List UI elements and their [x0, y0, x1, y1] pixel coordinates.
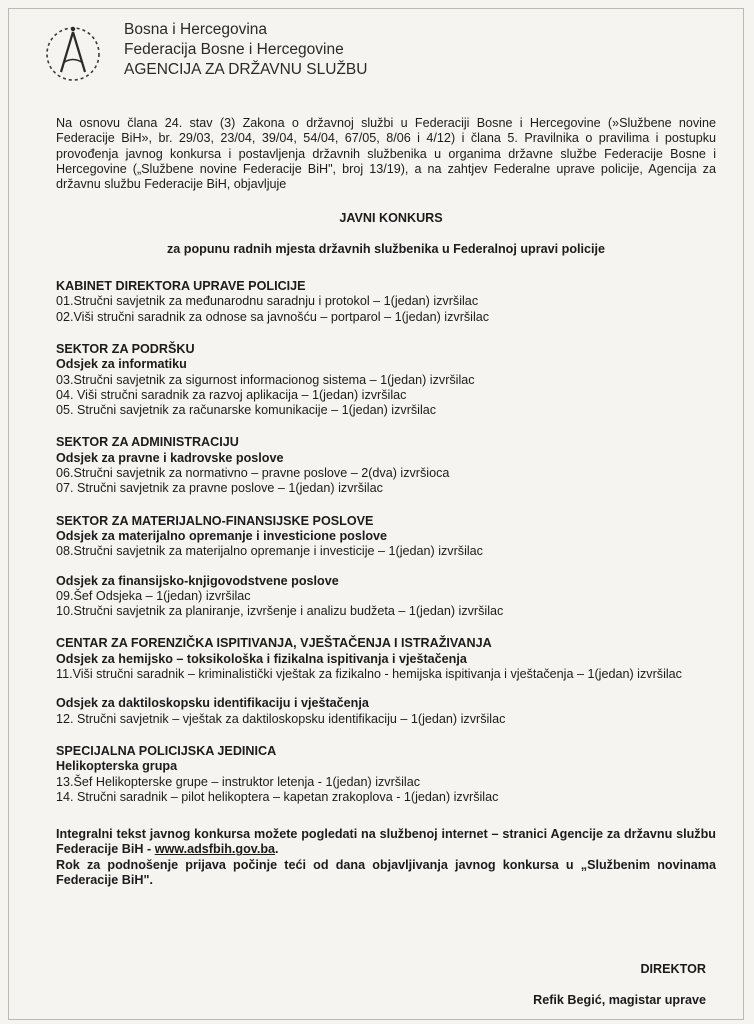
position-item: 03.Stručni savjetnik za sigurnost informacionog sistema – 1(jedan) izvršilac — [56, 372, 475, 387]
subsection-heading: Odsjek za pravne i kadrovske poslove — [56, 450, 284, 465]
document-title: JAVNI KONKURS — [339, 211, 443, 226]
subsection-heading: Odsjek za finansijsko-knjigovodstvene poslove — [56, 573, 339, 588]
agency-website-link[interactable]: www.adsfbih.gov.ba — [154, 842, 276, 857]
section-administracija — [56, 435, 716, 496]
section-specijalna-jedinica — [56, 744, 716, 805]
subsection-heading: Odsjek za informatiku — [56, 357, 187, 372]
closing-text: Integralni tekst javnog konkursa možete pogledati na službenoj internet – stranici Agencije za državnu službu Federacije BiH - — [56, 827, 716, 857]
section-heading: SEKTOR ZA MATERIJALNO-FINANSIJSKE POSLOVE — [56, 513, 374, 528]
header-country: Bosna i Hercegovina — [124, 21, 268, 38]
agency-name-block — [124, 20, 367, 80]
position-item: 11.Viši stručni saradnik – kriminalistički vještak za fizikalno - hemijska ispitivanja i vještačenja – 1(jedan) izvršilac — [56, 667, 682, 682]
subsection-heading: Helikopterska grupa — [56, 759, 178, 774]
subsection-heading: Odsjek za materijalno opremanje i investicione poslove — [56, 528, 388, 543]
document-subtitle: za popunu radnih mjesta državnih službenika u Federalnoj upravi policije — [166, 241, 606, 256]
document-body — [56, 116, 716, 888]
position-item: 04. Viši stručni saradnik za razvoj aplikacija – 1(jedan) izvršilac — [56, 387, 407, 402]
section-heading: SEKTOR ZA PODRŠKU — [56, 341, 195, 356]
subsection-heading: Odsjek za daktiloskopsku identifikaciju i vještačenja — [56, 696, 369, 711]
subsection-heading: Odsjek za hemijsko – toksikološka i fizikalna ispitivanja i vještačenja — [56, 651, 467, 666]
intro-paragraph: Na osnovu člana 24. stav (3) Zakona o državnoj službi u Federaciji Bosne i Hercegovine (»Službene novine Federacije BiH», br. 29/03, 23/04, 39/04, 54/04, 67/05, 8/06 i 4/12) i člana 5. Pravilnika o pravilima i postupku provođenja javnog konkursa i postavljenja državnih službenika u organima državne službe Federacije Bosne i Hercegovine („Službene novine Federacije BiH", broj 13/19), a na zahtjev Federalne uprave policije, Agencija za državnu službu Federacije BiH, objavljuje — [56, 116, 716, 192]
agency-logo-icon — [42, 18, 104, 88]
header-agency: AGENCIJA ZA DRŽAVNU SLUŽBU — [124, 61, 368, 78]
position-item: 02.Viši stručni saradnik za odnose sa javnošću – portparol – 1(jedan) izvršilac — [56, 309, 490, 324]
closing-paragraph — [56, 827, 716, 888]
document-header — [42, 18, 722, 98]
section-heading: KABINET DIREKTORA UPRAVE POLICIJE — [56, 279, 306, 294]
signature-title: DIREKTOR — [640, 962, 706, 976]
section-forenzika — [56, 636, 716, 726]
section-kabinet — [56, 279, 716, 325]
title-block — [56, 211, 716, 257]
closing-text-end: . — [275, 842, 279, 857]
signature-name: Refik Begić, magistar uprave — [533, 993, 706, 1007]
position-item: 06.Stručni savjetnik za normativno – pravne poslove – 2(dva) izvršioca — [56, 466, 450, 481]
header-federation: Federacija Bosne i Hercegovine — [124, 41, 344, 58]
section-heading: SPECIJALNA POLICIJSKA JEDINICA — [56, 743, 277, 758]
position-item: 01.Stručni savjetnik za međunarodnu saradnju i protokol – 1(jedan) izvršilac — [56, 294, 479, 309]
deadline-text: Rok za podnošenje prijava počinje teći od dana objavljivanja javnog konkursa u „Službenim novinama Federacije BiH". — [56, 857, 716, 887]
position-item: 13.Šef Helikopterske grupe – instruktor letenja - 1(jedan) izvršilac — [56, 774, 420, 789]
section-heading: CENTAR ZA FORENZIČKA ISPITIVANJA, VJEŠTAČENJA I ISTRAŽIVANJA — [56, 636, 492, 651]
position-item: 12. Stručni savjetnik – vještak za daktiloskopsku identifikaciju – 1(jedan) izvršilac — [56, 711, 506, 726]
section-materijalno-finansijske — [56, 514, 716, 620]
section-heading: SEKTOR ZA ADMINISTRACIJU — [56, 435, 239, 450]
position-item: 07. Stručni savjetnik za pravne poslove – 1(jedan) izvršilac — [56, 481, 383, 496]
position-item: 10.Stručni savjetnik za planiranje, izvršenje i analizu budžeta – 1(jedan) izvršilac — [56, 604, 504, 619]
position-item: 14. Stručni saradnik – pilot helikoptera – kapetan zrakoplova - 1(jedan) izvršilac — [56, 789, 499, 804]
position-item: 05. Stručni savjetnik za računarske komunikacije – 1(jedan) izvršilac — [56, 403, 437, 418]
section-podrska — [56, 342, 716, 418]
position-item: 08.Stručni savjetnik za materijalno opremanje i investicije – 1(jedan) izvršilac — [56, 544, 483, 559]
position-item: 09.Šef Odsjeka – 1(jedan) izvršilac — [56, 588, 251, 603]
